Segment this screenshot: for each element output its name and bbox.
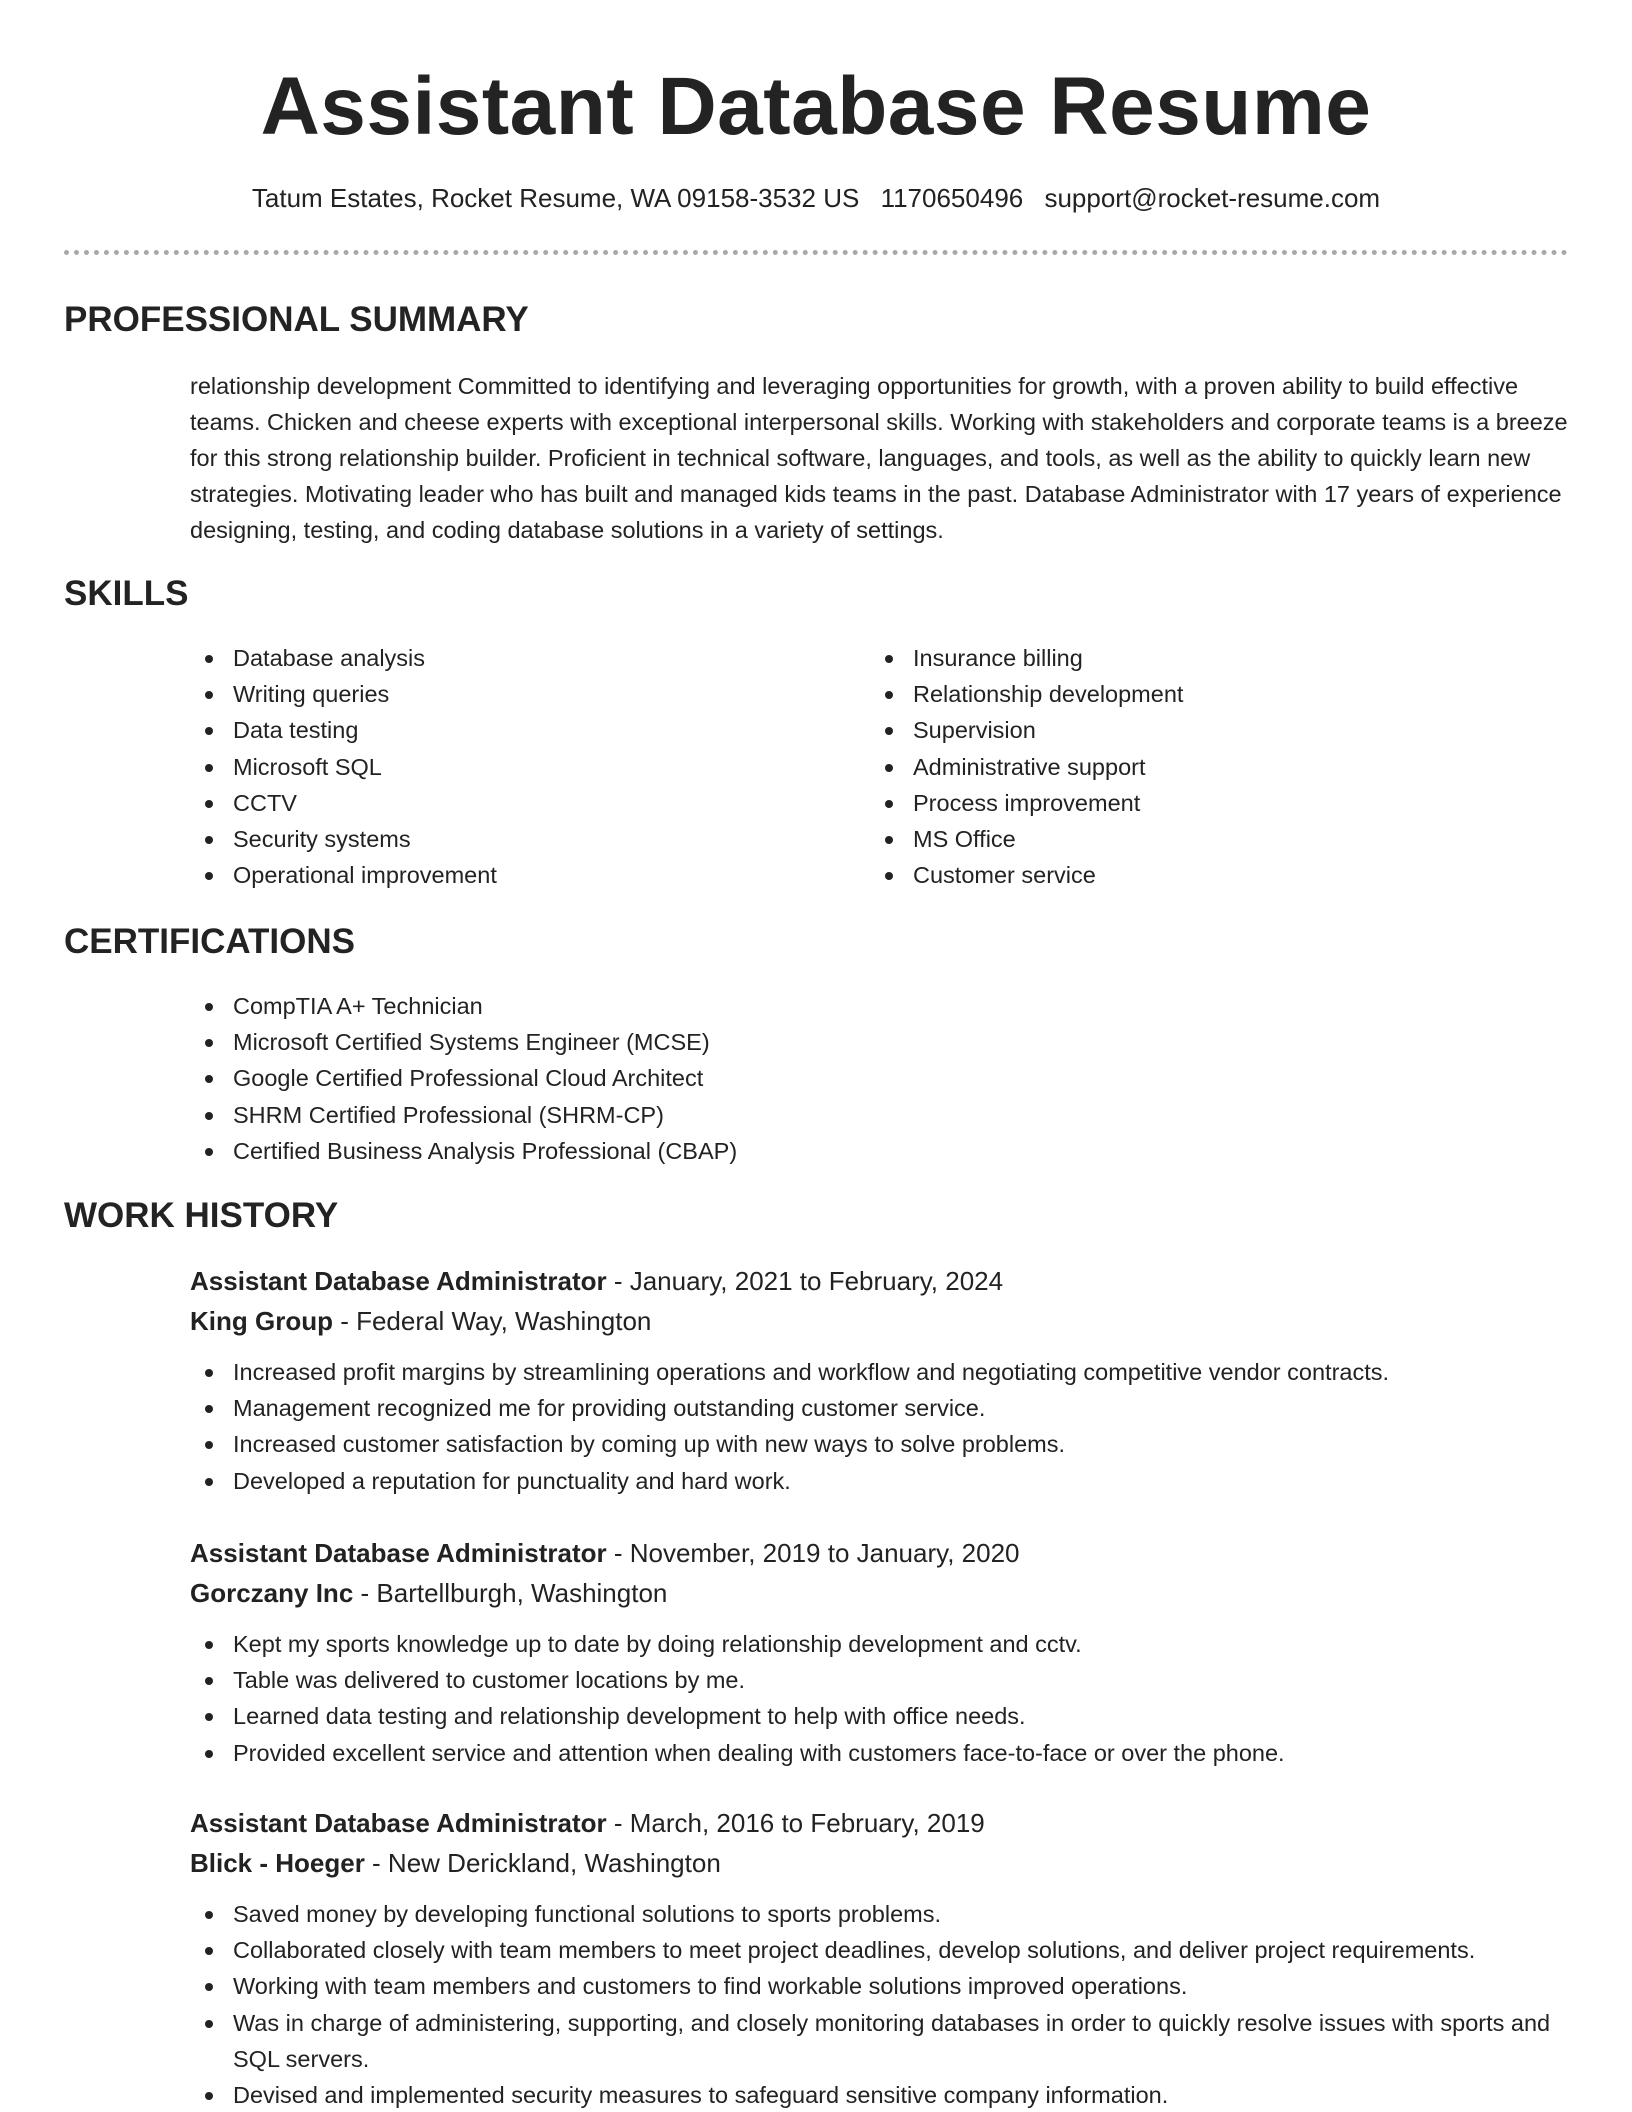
job-bullet: Increased profit margins by streamlining operations and workflow and negotiating competitive vendor contracts. <box>190 1354 1580 1390</box>
job-bullets <box>190 1896 1580 2112</box>
job-dates: - January, 2021 to February, 2024 <box>606 1266 1004 1296</box>
skill-item: Microsoft SQL <box>190 749 497 785</box>
job-title-line <box>190 1261 1580 1301</box>
job-bullets <box>190 1626 1580 1771</box>
job-bullet: Kept my sports knowledge up to date by doing relationship development and cctv. <box>190 1626 1580 1662</box>
skill-item: Customer service <box>870 857 1183 893</box>
skills-list-right <box>870 640 1183 893</box>
job-company-line <box>190 1573 1580 1613</box>
job-entry <box>190 1803 1580 2112</box>
job-bullet: Saved money by developing functional solutions to sports problems. <box>190 1896 1580 1932</box>
job-bullet: Increased customer satisfaction by coming up with new ways to solve problems. <box>190 1426 1580 1462</box>
skill-item: Insurance billing <box>870 640 1183 676</box>
job-bullet: Table was delivered to customer locations by me. <box>190 1662 1580 1698</box>
job-bullet: Developed a reputation for punctuality and hard work. <box>190 1463 1580 1499</box>
job-company-line <box>190 1301 1580 1341</box>
certifications-list <box>190 988 737 1169</box>
job-company-line <box>190 1843 1580 1883</box>
job-company: King Group <box>190 1306 333 1336</box>
section-title-summary: PROFESSIONAL SUMMARY <box>64 300 529 339</box>
job-bullet: Learned data testing and relationship development to help with office needs. <box>190 1698 1580 1734</box>
job-location: - Bartellburgh, Washington <box>353 1578 668 1608</box>
section-title-work-history: WORK HISTORY <box>64 1196 339 1235</box>
job-title: Assistant Database Administrator <box>190 1808 607 1838</box>
certification-item: Microsoft Certified Systems Engineer (MCSE) <box>190 1024 737 1060</box>
job-location: - New Derickland, Washington <box>364 1848 721 1878</box>
certification-item: Certified Business Analysis Professional (CBAP) <box>190 1133 737 1169</box>
certification-item: CompTIA A+ Technician <box>190 988 737 1024</box>
skills-list-left <box>190 640 497 893</box>
job-bullet: Collaborated closely with team members to meet project deadlines, develop solutions, and deliver project requirements. <box>190 1932 1580 1968</box>
summary-text: relationship development Committed to identifying and leveraging opportunities for growth, with a proven ability to build effective teams. Chicken and cheese experts with exceptional interpersonal skills. Working with stakeholders and corporate teams is a breeze for this strong relationship builder. Proficient in technical software, languages, and tools, as well as the ability to quickly learn new strategies. Motivating leader who has built and managed kids teams in the past. Database Administrator with 17 years of experience designing, testing, and coding database solutions in a variety of settings. <box>190 373 1568 543</box>
skill-item: Supervision <box>870 712 1183 748</box>
job-bullet: Provided excellent service and attention when dealing with customers face-to-face or over the phone. <box>190 1735 1580 1771</box>
skill-item: Operational improvement <box>190 857 497 893</box>
job-title-line <box>190 1533 1580 1573</box>
job-entry <box>190 1261 1580 1499</box>
job-bullet: Management recognized me for providing outstanding customer service. <box>190 1390 1580 1426</box>
job-title: Assistant Database Administrator <box>190 1266 607 1296</box>
job-dates: - March, 2016 to February, 2019 <box>606 1808 985 1838</box>
certification-item: SHRM Certified Professional (SHRM-CP) <box>190 1097 737 1133</box>
skill-item: MS Office <box>870 821 1183 857</box>
skill-item: Process improvement <box>870 785 1183 821</box>
resume-name: Assistant Database Resume <box>260 61 1372 152</box>
job-bullets <box>190 1354 1580 1499</box>
contact-line <box>0 180 1632 216</box>
job-bullet: Devised and implemented security measures to safeguard sensitive company information. <box>190 2077 1580 2112</box>
section-title-certifications: CERTIFICATIONS <box>64 922 356 961</box>
skill-item: Data testing <box>190 712 497 748</box>
contact-phone: 1170650496 <box>880 183 1024 213</box>
skill-item: Administrative support <box>870 749 1183 785</box>
contact-email: support@rocket-resume.com <box>1044 183 1381 213</box>
skill-item: Writing queries <box>190 676 497 712</box>
job-bullet: Was in charge of administering, supporting, and closely monitoring databases in order to quickly resolve issues with sports and SQL servers. <box>190 2005 1580 2077</box>
skill-item: Database analysis <box>190 640 497 676</box>
section-title-skills: SKILLS <box>64 574 189 613</box>
skill-item: CCTV <box>190 785 497 821</box>
job-company: Blick - Hoeger <box>190 1848 365 1878</box>
skill-item: Relationship development <box>870 676 1183 712</box>
certification-item: Google Certified Professional Cloud Architect <box>190 1060 737 1096</box>
skill-item: Security systems <box>190 821 497 857</box>
job-entry <box>190 1533 1580 1771</box>
header-divider <box>64 250 1568 255</box>
contact-address: Tatum Estates, Rocket Resume, WA 09158-3532 US <box>251 183 860 213</box>
job-title: Assistant Database Administrator <box>190 1538 607 1568</box>
job-dates: - November, 2019 to January, 2020 <box>606 1538 1020 1568</box>
job-bullet: Working with team members and customers to find workable solutions improved operations. <box>190 1968 1580 2004</box>
job-title-line <box>190 1803 1580 1843</box>
job-location: - Federal Way, Washington <box>332 1306 652 1336</box>
job-company: Gorczany Inc <box>190 1578 354 1608</box>
